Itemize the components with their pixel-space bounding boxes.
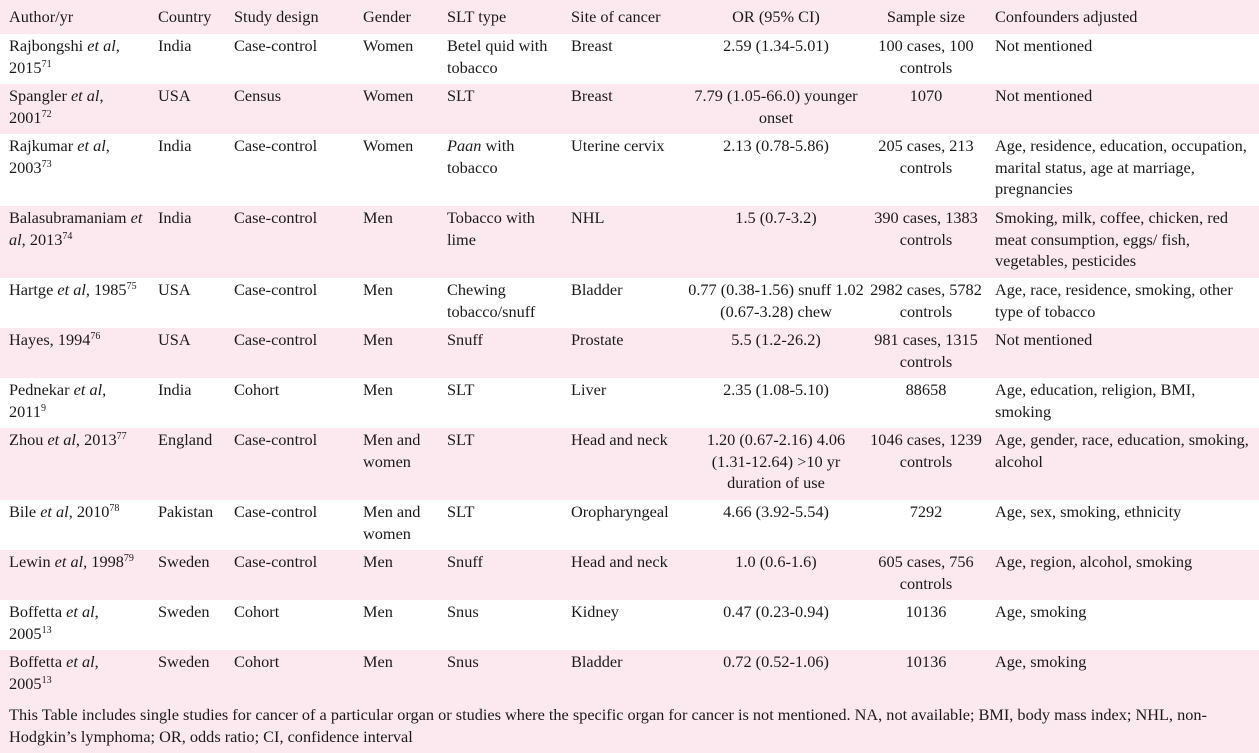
- gender-cell: [354, 550, 438, 600]
- confounders-text: Age, sex, smoking, ethnicity: [995, 502, 1182, 521]
- confounders-cell: [986, 378, 1259, 428]
- confounders-cell: [986, 34, 1259, 84]
- reference-number: 76: [90, 331, 101, 342]
- header-author: Author/yr: [9, 7, 74, 26]
- design-cell: [225, 600, 354, 650]
- reference-number: 78: [109, 503, 120, 514]
- or-ci-cell: [686, 84, 866, 134]
- site-text: Bladder: [571, 280, 623, 299]
- reference-number: 74: [62, 230, 73, 242]
- confounders-text: Age, smoking: [995, 652, 1087, 671]
- or-ci-cell: [686, 600, 866, 650]
- author-name: Spangler: [9, 86, 71, 105]
- author-et-al: et al: [77, 136, 106, 155]
- table-row: [0, 600, 1259, 650]
- gender-text: Men and women: [363, 430, 421, 471]
- author-name: Hartge: [9, 280, 58, 299]
- gender-text: Men: [363, 552, 393, 571]
- header-sample-size: Sample size: [886, 7, 966, 26]
- gender-text: Men: [363, 208, 393, 227]
- country-text: USA: [158, 86, 191, 105]
- gender-text: Men: [363, 280, 393, 299]
- country-text: India: [158, 208, 192, 227]
- sample-size-text: 390 cases, 1383 controls: [874, 208, 978, 249]
- confounders-cell: [986, 134, 1259, 206]
- design-cell: [225, 278, 354, 328]
- sample-size-cell: [866, 500, 986, 550]
- or-ci-cell: [686, 428, 866, 500]
- gender-text: Women: [363, 86, 414, 105]
- confounders-cell: [986, 328, 1259, 378]
- site-text: Prostate: [571, 330, 624, 349]
- site-text: Breast: [571, 36, 613, 55]
- site-cell: [562, 134, 686, 206]
- slt-type-text: Betel quid with tobacco: [447, 36, 548, 77]
- author-cell: [0, 650, 149, 700]
- sample-size-cell: [866, 134, 986, 206]
- table-row: [0, 206, 1259, 278]
- country-cell: [149, 650, 225, 700]
- design-cell: [225, 550, 354, 600]
- or-ci-text: 1.5 (0.7-3.2): [735, 208, 817, 227]
- or-ci-text: 5.5 (1.2-26.2): [731, 330, 821, 349]
- site-cell: [562, 278, 686, 328]
- author-cell: [0, 84, 149, 134]
- country-text: India: [158, 380, 192, 399]
- reference-number: 13: [41, 624, 52, 636]
- country-text: Sweden: [158, 602, 210, 621]
- design-text: Census: [234, 86, 282, 105]
- table-row: [0, 134, 1259, 206]
- author-cell: [0, 278, 149, 328]
- confounders-text: Age, race, residence, smoking, other type of tobacco: [995, 280, 1233, 321]
- author-cell: [0, 34, 149, 84]
- header-row: [0, 0, 1259, 34]
- sample-size-cell: [866, 378, 986, 428]
- or-ci-cell: [686, 278, 866, 328]
- country-cell: [149, 134, 225, 206]
- sample-size-text: 10136: [905, 602, 947, 621]
- country-cell: [149, 378, 225, 428]
- confounders-text: Not mentioned: [995, 86, 1093, 105]
- sample-size-text: 7292: [909, 502, 943, 521]
- design-text: Case-control: [234, 430, 318, 449]
- or-ci-cell: [686, 550, 866, 600]
- author-cell: [0, 206, 149, 278]
- site-cell: [562, 500, 686, 550]
- confounders-cell: [986, 206, 1259, 278]
- country-cell: [149, 550, 225, 600]
- confounders-text: Age, region, alcohol, smoking: [995, 552, 1193, 571]
- confounders-cell: [986, 278, 1259, 328]
- author-cell: [0, 550, 149, 600]
- country-cell: [149, 428, 225, 500]
- or-ci-cell: [686, 34, 866, 84]
- or-ci-text: 2.13 (0.78-5.86): [723, 136, 829, 155]
- site-text: NHL: [571, 208, 605, 227]
- design-text: Cohort: [234, 380, 280, 399]
- gender-cell: [354, 500, 438, 550]
- author-year: , 2001: [9, 86, 104, 127]
- header-study-design: Study design: [234, 7, 319, 26]
- header-slt-type: SLT type: [447, 7, 507, 26]
- reference-number: 73: [41, 158, 52, 170]
- author-name: Balasubramaniam: [9, 208, 131, 227]
- author-year: , 2003: [9, 136, 110, 177]
- design-text: Case-control: [234, 330, 318, 349]
- gender-cell: [354, 650, 438, 700]
- confounders-cell: [986, 550, 1259, 600]
- author-et-al: et al: [40, 502, 69, 521]
- slt-type-cell: [438, 428, 562, 500]
- country-cell: [149, 328, 225, 378]
- gender-cell: [354, 278, 438, 328]
- confounders-cell: [986, 500, 1259, 550]
- or-ci-text: 1.0 (0.6-1.6): [735, 552, 817, 571]
- country-text: Sweden: [158, 552, 210, 571]
- gender-text: Women: [363, 36, 414, 55]
- or-ci-text: 4.66 (3.92-5.54): [723, 502, 829, 521]
- sample-size-cell: [866, 428, 986, 500]
- slt-type-text: SLT: [447, 430, 475, 449]
- slt-type-text: Snuff: [447, 552, 483, 571]
- site-text: Head and neck: [571, 430, 668, 449]
- sample-size-text: 1046 cases, 1239 controls: [870, 430, 982, 471]
- slt-type-italic: Paan: [447, 136, 482, 155]
- gender-cell: [354, 84, 438, 134]
- author-name: Pednekar: [9, 380, 74, 399]
- author-name: Zhou: [9, 430, 48, 449]
- confounders-text: Smoking, milk, coffee, chicken, red meat consumption, eggs/ fish, vegetables, pesticides: [995, 208, 1229, 270]
- design-cell: [225, 500, 354, 550]
- table-row: [0, 378, 1259, 428]
- or-ci-text: 7.79 (1.05-66.0) younger onset: [694, 86, 858, 127]
- site-text: Breast: [571, 86, 613, 105]
- design-text: Case-control: [234, 280, 318, 299]
- site-cell: [562, 378, 686, 428]
- country-text: India: [158, 136, 192, 155]
- site-text: Bladder: [571, 652, 623, 671]
- author-cell: [0, 500, 149, 550]
- author-name: Lewin: [9, 552, 55, 571]
- author-cell: [0, 378, 149, 428]
- sample-size-cell: [866, 206, 986, 278]
- sample-size-cell: [866, 84, 986, 134]
- site-cell: [562, 84, 686, 134]
- slt-type-text: Tobacco with lime: [447, 208, 535, 249]
- or-ci-cell: [686, 378, 866, 428]
- slt-type-text: Snus: [447, 602, 479, 621]
- slt-type-text: SLT: [447, 380, 475, 399]
- design-text: Cohort: [234, 602, 280, 621]
- site-text: Kidney: [571, 602, 619, 621]
- author-year: , 2013: [21, 229, 63, 249]
- confounders-text: Age, education, religion, BMI, smoking: [995, 380, 1196, 421]
- sample-size-text: 981 cases, 1315 controls: [874, 330, 978, 371]
- table-footnote: This Table includes single studies for cancer of a particular organ or studies where the specific organ for cancer is not mentioned. NA, not available; BMI, body mass index; NHL, non-Hodgkin’s lymphoma; OR, odds ratio; CI, confidence interval: [0, 700, 1259, 753]
- slt-type-cell: [438, 34, 562, 84]
- slt-type-cell: [438, 278, 562, 328]
- author-name: Bile: [9, 502, 41, 521]
- slt-type-cell: [438, 328, 562, 378]
- slt-type-text: SLT: [447, 502, 475, 521]
- design-cell: [225, 34, 354, 84]
- reference-number: 77: [116, 431, 127, 442]
- or-ci-text: 2.59 (1.34-5.01): [723, 36, 829, 55]
- site-text: Oropharyngeal: [571, 502, 669, 521]
- country-cell: [149, 500, 225, 550]
- or-ci-cell: [686, 206, 866, 278]
- design-cell: [225, 328, 354, 378]
- design-cell: [225, 428, 354, 500]
- table-row: [0, 550, 1259, 600]
- design-text: Case-control: [234, 502, 318, 521]
- slt-type-cell: [438, 500, 562, 550]
- author-name: Rajbongshi: [9, 36, 88, 55]
- design-text: Case-control: [234, 552, 318, 571]
- author-year: , 2010: [68, 502, 110, 521]
- author-et-al: et al: [47, 430, 76, 449]
- country-cell: [149, 278, 225, 328]
- slt-type-cell: [438, 134, 562, 206]
- table-row: [0, 84, 1259, 134]
- site-cell: [562, 650, 686, 700]
- slt-type-text: Snus: [447, 652, 479, 671]
- gender-cell: [354, 600, 438, 650]
- slt-type-cell: [438, 600, 562, 650]
- table-row: [0, 500, 1259, 550]
- header-country: Country: [158, 7, 212, 26]
- country-text: USA: [158, 330, 191, 349]
- or-ci-text: 0.77 (0.38-1.56) snuff 1.02 (0.67-3.28) chew: [688, 280, 864, 321]
- or-ci-text: 0.72 (0.52-1.06): [723, 652, 829, 671]
- gender-text: Men: [363, 602, 393, 621]
- confounders-text: Not mentioned: [995, 330, 1093, 349]
- country-cell: [149, 600, 225, 650]
- site-text: Liver: [571, 380, 607, 399]
- author-year: , 2015: [9, 36, 120, 77]
- header-gender: Gender: [363, 7, 411, 26]
- slt-type-cell: [438, 378, 562, 428]
- sample-size-text: 88658: [905, 380, 947, 399]
- country-text: England: [158, 430, 213, 449]
- gender-cell: [354, 206, 438, 278]
- country-text: India: [158, 36, 192, 55]
- reference-number: 71: [41, 58, 52, 70]
- country-text: Sweden: [158, 652, 210, 671]
- slt-type-cell: [438, 206, 562, 278]
- author-cell: [0, 600, 149, 650]
- design-cell: [225, 84, 354, 134]
- author-year: , 1998: [83, 552, 124, 571]
- author-et-al: et al: [73, 380, 103, 399]
- design-text: Cohort: [234, 652, 280, 671]
- header-site-of-cancer: Site of cancer: [571, 7, 661, 26]
- gender-cell: [354, 328, 438, 378]
- author-cell: [0, 428, 149, 500]
- design-cell: [225, 134, 354, 206]
- sample-size-text: 10136: [905, 652, 947, 671]
- design-text: Case-control: [234, 36, 318, 55]
- reference-number: 79: [123, 553, 134, 564]
- gender-text: Men: [363, 380, 393, 399]
- confounders-cell: [986, 428, 1259, 500]
- author-name: Hayes, 1994: [9, 330, 91, 349]
- site-cell: [562, 34, 686, 84]
- slt-type-cell: [438, 84, 562, 134]
- country-cell: [149, 84, 225, 134]
- confounders-cell: [986, 84, 1259, 134]
- site-cell: [562, 600, 686, 650]
- gender-text: Men and women: [363, 502, 421, 543]
- author-year: , 2013: [75, 430, 117, 449]
- sample-size-cell: [866, 278, 986, 328]
- design-text: Case-control: [234, 136, 318, 155]
- site-cell: [562, 550, 686, 600]
- gender-text: Women: [363, 136, 414, 155]
- design-cell: [225, 206, 354, 278]
- design-cell: [225, 378, 354, 428]
- sample-size-text: 605 cases, 756 controls: [878, 552, 974, 593]
- design-cell: [225, 650, 354, 700]
- site-text: Head and neck: [571, 552, 668, 571]
- confounders-text: Not mentioned: [995, 36, 1093, 55]
- country-text: Pakistan: [158, 502, 214, 521]
- author-et-al: et al: [70, 86, 100, 105]
- gender-cell: [354, 428, 438, 500]
- sample-size-text: 2982 cases, 5782 controls: [870, 280, 982, 321]
- confounders-text: Age, gender, race, education, smoking, alcohol: [995, 430, 1249, 471]
- author-year: , 2005: [9, 652, 99, 693]
- site-cell: [562, 206, 686, 278]
- sample-size-text: 205 cases, 213 controls: [878, 136, 974, 177]
- sample-size-cell: [866, 550, 986, 600]
- author-name: Boffetta: [9, 652, 67, 671]
- table-row: [0, 278, 1259, 328]
- author-year: , 1985: [85, 280, 127, 299]
- slt-type-text: SLT: [447, 86, 475, 105]
- author-cell: [0, 328, 149, 378]
- site-cell: [562, 428, 686, 500]
- or-ci-cell: [686, 650, 866, 700]
- slt-type-text: Chewing tobacco/snuff: [447, 280, 536, 321]
- or-ci-cell: [686, 134, 866, 206]
- sample-size-cell: [866, 328, 986, 378]
- sample-size-cell: [866, 600, 986, 650]
- author-et-al: et al: [66, 652, 95, 671]
- author-year: , 2005: [9, 602, 99, 643]
- sample-size-cell: [866, 34, 986, 84]
- author-et-al: et al: [9, 208, 143, 249]
- header-confounders: Confounders adjusted: [995, 7, 1138, 26]
- author-cell: [0, 134, 149, 206]
- author-et-al: et al: [57, 280, 86, 299]
- or-ci-cell: [686, 500, 866, 550]
- or-ci-text: 1.20 (0.67-2.16) 4.06 (1.31-12.64) >10 yr duration of use: [706, 430, 846, 492]
- gender-cell: [354, 134, 438, 206]
- country-cell: [149, 34, 225, 84]
- country-cell: [149, 206, 225, 278]
- site-text: Uterine cervix: [571, 136, 665, 155]
- reference-number: 75: [126, 281, 137, 292]
- gender-cell: [354, 34, 438, 84]
- or-ci-text: 2.35 (1.08-5.10): [723, 380, 829, 399]
- slt-type-text: Snuff: [447, 330, 483, 349]
- reference-number: 72: [41, 108, 52, 120]
- author-et-al: et al: [66, 602, 95, 621]
- or-ci-text: 0.47 (0.23-0.94): [723, 602, 829, 621]
- table-row: [0, 34, 1259, 84]
- or-ci-cell: [686, 328, 866, 378]
- author-et-al: et al: [54, 552, 84, 571]
- slt-type-cell: [438, 550, 562, 600]
- confounders-text: Age, residence, education, occupation, marital status, age at marriage, pregnancies: [995, 136, 1247, 198]
- confounders-text: Age, smoking: [995, 602, 1087, 621]
- table-row: [0, 328, 1259, 378]
- table-row: [0, 428, 1259, 500]
- confounders-cell: [986, 650, 1259, 700]
- author-name: Boffetta: [9, 602, 67, 621]
- country-text: USA: [158, 280, 191, 299]
- gender-cell: [354, 378, 438, 428]
- design-text: Case-control: [234, 208, 318, 227]
- author-et-al: et al: [87, 36, 116, 55]
- reference-number: 9: [40, 402, 46, 414]
- reference-number: 13: [41, 674, 52, 686]
- slt-type-cell: [438, 650, 562, 700]
- author-name: Rajkumar: [9, 136, 78, 155]
- gender-text: Men: [363, 330, 393, 349]
- sample-size-text: 100 cases, 100 controls: [878, 36, 974, 77]
- site-cell: [562, 328, 686, 378]
- table-row: [0, 650, 1259, 700]
- confounders-cell: [986, 600, 1259, 650]
- sample-size-text: 1070: [909, 86, 943, 105]
- author-year: , 2011: [9, 380, 107, 421]
- gender-text: Men: [363, 652, 393, 671]
- slt-type-text: with tobacco: [447, 136, 515, 177]
- header-or-ci: OR (95% CI): [732, 7, 820, 26]
- sample-size-cell: [866, 650, 986, 700]
